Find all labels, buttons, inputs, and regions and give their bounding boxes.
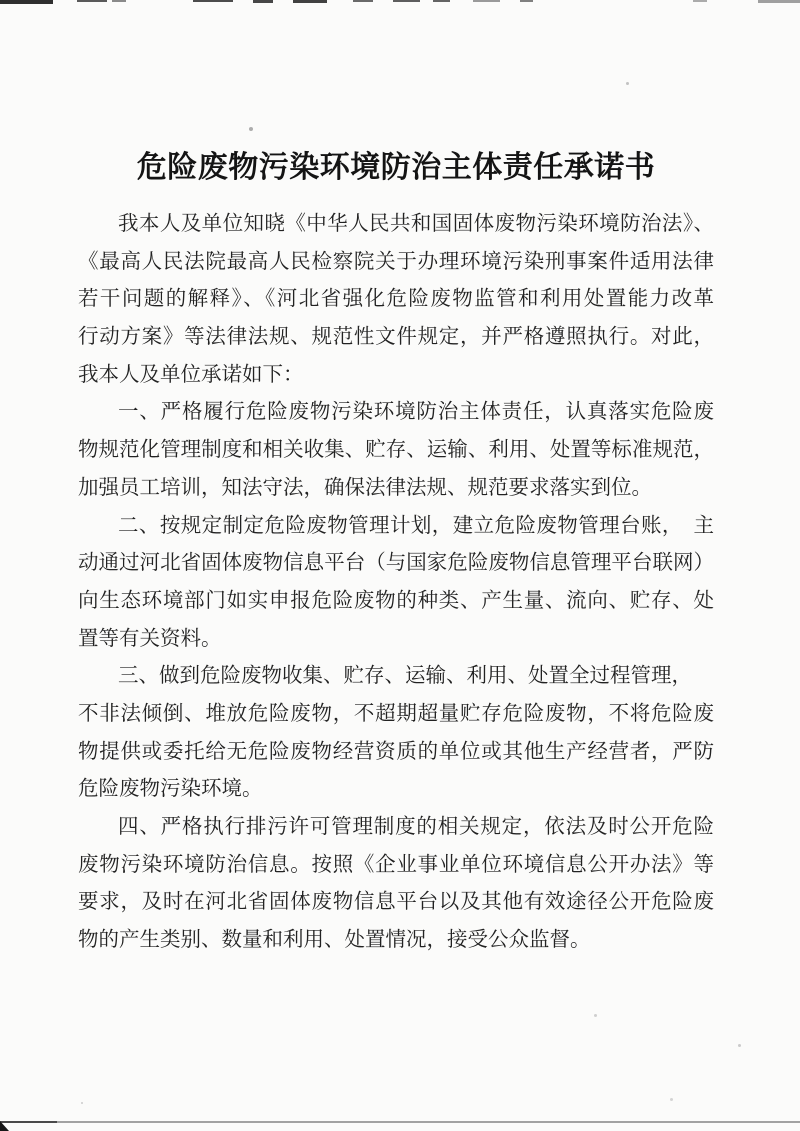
scan-artifact-top-edge <box>112 0 126 2</box>
scan-artifact-bottom-line <box>0 1121 800 1123</box>
scan-artifact-top-edge <box>693 0 707 2</box>
scan-artifact-top-edge <box>77 0 107 2</box>
scan-artifact-speck <box>626 82 629 85</box>
document-line: 动通过河北省固体废物信息平台（与国家危险废物信息管理平台联网） <box>78 552 714 575</box>
document-line: 若干问题的解释》、《河北省强化危险废物监管和利用处置能力改革 <box>78 288 714 311</box>
document-line: 要求，及时在河北省固体废物信息平台以及其他有效途径公开危险废 <box>78 891 714 914</box>
scan-artifact-top-edge <box>473 0 500 2</box>
document-line: 物提供或委托给无危险废物经营资质的单位或其他生产经营者，严防 <box>78 740 714 763</box>
scan-artifact-speck <box>249 127 253 131</box>
document-line: 向生态环境部门如实申报危险废物的种类、产生量、流向、贮存、处 <box>78 589 714 612</box>
document-line: 废物污染环境防治信息。按照《企业事业单位环境信息公开办法》等 <box>78 853 714 876</box>
scan-artifact-speck <box>81 1102 83 1104</box>
document-line: 《最高人民法院最高人民检察院关于办理环境污染刑事案件适用法律 <box>78 250 714 273</box>
document-title: 危险废物污染环境防治主体责任承诺书 <box>136 151 656 185</box>
document-line: 物的产生类别、数量和利用、处置情况，接受公众监督。 <box>78 929 591 952</box>
document-line: 我本人及单位知晓《中华人民共和国固体废物污染环境防治法》、 <box>118 213 714 235</box>
scan-artifact-top-edge <box>433 0 450 2</box>
document-line: 二、按规定制定危险废物管理计划，建立危险废物管理台账， 主 <box>118 514 714 537</box>
scan-artifact-speck <box>594 1014 597 1017</box>
scan-artifact-top-edge <box>520 0 533 2</box>
document-line: 三、做到危险废物收集、贮存、运输、利用、处置全过程管理， <box>118 665 692 688</box>
scan-artifact-top-edge <box>293 0 327 3</box>
scan-artifact-top-edge <box>353 0 373 2</box>
document-line: 四、严格执行排污许可管理制度的相关规定，依法及时公开危险 <box>118 816 714 838</box>
scan-artifact-top-edge <box>193 0 233 2</box>
scan-artifact-top-edge <box>758 0 800 3</box>
document-line: 我本人及单位承诺如下： <box>78 363 304 386</box>
document-line: 危险废物污染环境。 <box>78 778 263 801</box>
scan-artifact-speck <box>738 1044 741 1047</box>
scan-artifact-bottom-line-dark <box>0 1121 57 1124</box>
scan-artifact-top-edge <box>0 0 53 4</box>
document-line: 一、严格履行危险废物污染环境防治主体责任，认真落实危险废 <box>118 401 714 424</box>
document-line: 置等有关资料。 <box>78 627 222 650</box>
document-line: 行动方案》等法律法规、规范性文件规定，并严格遵照执行。对此， <box>78 326 714 349</box>
scan-artifact-top-edge <box>393 0 420 2</box>
document-body <box>78 206 714 960</box>
scan-artifact-top-edge <box>253 0 273 3</box>
document-line: 不非法倾倒、堆放危险废物，不超期超量贮存危险废物，不将危险废 <box>78 702 714 725</box>
document-line: 物规范化管理制度和相关收集、贮存、运输、利用、处置等标准规范， <box>78 439 714 462</box>
document-line: 加强员工培训，知法守法，确保法律法规、规范要求落实到位。 <box>78 476 652 499</box>
scan-artifact-speck <box>670 1098 673 1101</box>
